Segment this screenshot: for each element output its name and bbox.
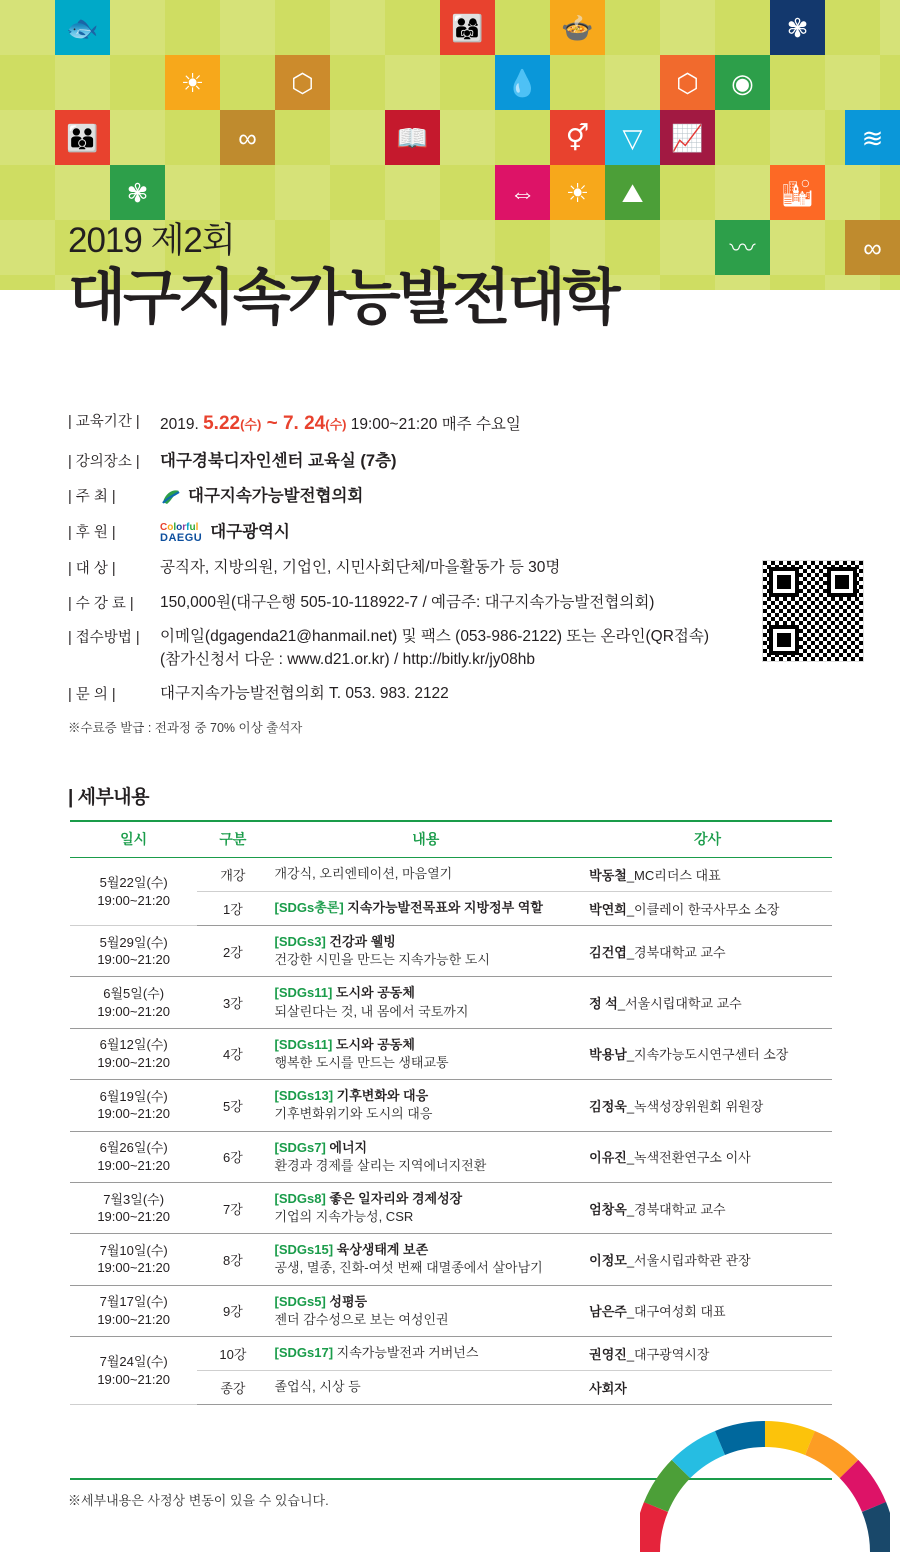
period-between: ~ <box>261 413 283 434</box>
infinity-icon: ∞ <box>220 110 275 165</box>
period-date2: 7. 24(수) <box>282 413 347 434</box>
water-icon: 💧 <box>495 55 550 110</box>
sponsor-name: 대구광역시 <box>210 523 290 542</box>
cell-session-no: 2강 <box>197 926 268 977</box>
banner-tile-bg <box>605 0 660 55</box>
info-value-contact: 대구지속가능발전협의회 T. 053. 983. 2122 <box>160 685 449 703</box>
cell-session-no: 8강 <box>197 1234 268 1285</box>
banner-tile-bg <box>0 110 55 165</box>
banner-tile-bg <box>330 0 385 55</box>
cell-session-no: 9강 <box>197 1285 268 1336</box>
banner-tile-bg <box>0 0 55 55</box>
infinity2-icon: ∞ <box>845 220 900 275</box>
droplet-icon: ▽ <box>605 110 660 165</box>
lecturer-name: 사회자 <box>589 1381 627 1396</box>
table-row <box>70 858 832 892</box>
info-label-sponsor: | 후 원 | <box>68 525 116 542</box>
banner-tile-bg <box>550 55 605 110</box>
sdg-tag: [SDGs8] <box>274 1190 330 1206</box>
banner-tile-bg <box>825 275 880 290</box>
banner-tile-bg <box>110 110 165 165</box>
content-subtitle: 개강식, 오리엔테이션, 마음열기 <box>274 866 453 882</box>
cell-session-no: 4강 <box>197 1028 268 1079</box>
lecturer-role: _대구광역시장 <box>626 1347 710 1362</box>
content-subtitle: 졸업식, 시상 등 <box>274 1379 361 1395</box>
banner-tile-bg <box>495 110 550 165</box>
table-row <box>70 1234 832 1285</box>
cell-date: 5월29일(수) 19:00~21:20 <box>70 926 197 977</box>
info-label-venue: | 강의장소 | <box>68 453 140 470</box>
book-icon: 📖 <box>385 110 440 165</box>
lecturer-role: _서울시립과학관 관장 <box>626 1252 751 1268</box>
family-icon: 👪 <box>55 110 110 165</box>
curriculum-table <box>70 820 832 1405</box>
info-value-target: 공직자, 지방의원, 기업인, 시민사회단체/마을활동가 등 30명 <box>160 559 561 577</box>
banner-tile-bg <box>220 0 275 55</box>
lecturer-role: _녹색성장위원회 위원장 <box>626 1098 764 1114</box>
fish-icon: 🐟 <box>55 0 110 55</box>
sdg-tag: [SDGs13] <box>274 1088 337 1104</box>
banner-tile-bg <box>495 0 550 55</box>
cell-lecturer <box>583 858 832 892</box>
banner-tile-bg <box>165 110 220 165</box>
lecturer-role: _대구여성회 대표 <box>626 1304 726 1320</box>
cell-lecturer <box>583 1337 832 1371</box>
cell-date: 7월3일(수) 19:00~21:20 <box>70 1182 197 1233</box>
th-lecturer: 강사 <box>583 821 832 858</box>
content-title <box>275 933 578 951</box>
sdg-tag: [SDGs11] <box>274 1036 336 1052</box>
info-label-host: | 주 최 | <box>68 489 116 506</box>
content-title-text: 좋은 일자리와 경제성장 <box>329 1190 463 1206</box>
cell-content <box>269 858 584 892</box>
info-row-apply <box>68 626 768 671</box>
cell-content <box>269 892 584 926</box>
content-title-text: 기후변화와 대응 <box>336 1088 429 1104</box>
content-subtitle: 젠더 감수성으로 보는 여성인권 <box>274 1311 449 1327</box>
info-label-apply: | 접수방법 | <box>68 630 140 647</box>
content-title-text: 지속가능발전목표와 지방정부 역할 <box>347 900 543 916</box>
content-title <box>275 1190 578 1208</box>
content-title <box>275 1241 578 1259</box>
info-row-sponsor <box>68 521 768 545</box>
table-row <box>70 977 832 1028</box>
banner-tile-bg <box>715 0 770 55</box>
banner-tile-bg <box>275 110 330 165</box>
cell-content <box>269 1028 584 1079</box>
city-icon: 🏙 <box>770 165 825 220</box>
info-label-period: | 교육기간 | <box>68 414 140 430</box>
sdg-tag: [SDGs7] <box>274 1139 330 1155</box>
land-icon: ⛰ <box>605 165 660 220</box>
cell-date: 6월19일(수) 19:00~21:20 <box>70 1080 197 1131</box>
content-title-text: 도시와 공동체 <box>335 985 415 1001</box>
th-no: 구분 <box>197 821 268 858</box>
th-date: 일시 <box>70 821 197 858</box>
sun2-icon: ☀ <box>550 165 605 220</box>
period-prefix: 2019. <box>160 416 204 433</box>
lecturer-role: _경북대학교 교수 <box>626 944 726 960</box>
content-title <box>275 1293 578 1311</box>
table-row <box>70 926 832 977</box>
info-row-contact <box>68 683 768 705</box>
banner-tile-bg <box>715 275 770 290</box>
sdg-tag: [SDGs11] <box>274 985 336 1001</box>
banner-tile-bg <box>220 165 275 220</box>
content-title-text: 성평등 <box>329 1293 368 1309</box>
banner-tile-bg <box>0 220 55 275</box>
lecturer-name: 박연희 <box>589 902 627 917</box>
content-title <box>275 1036 578 1054</box>
lecturer-role: _경북대학교 교수 <box>626 1201 726 1217</box>
banner-tile-bg <box>0 275 55 290</box>
banner-tile-bg <box>715 110 770 165</box>
cell-session-no: 6강 <box>197 1131 268 1182</box>
sdg-wheel-icon <box>640 1392 890 1562</box>
info-row-host <box>68 485 768 509</box>
banner-tile-bg <box>0 55 55 110</box>
sdg-tag: [SDGs3] <box>274 934 330 949</box>
table-row <box>70 1182 832 1233</box>
cubes2-icon: ⬡ <box>660 55 715 110</box>
content-title <box>275 1139 578 1157</box>
host-name: 대구지속가능발전협의회 <box>188 487 364 506</box>
lecturer-name: 박동철 <box>589 868 627 883</box>
info-value-venue: 대구경북디자인센터 교육실 (7층) <box>160 451 397 470</box>
content-title-text: 에너지 <box>329 1139 368 1155</box>
banner-tile-bg <box>385 0 440 55</box>
lecturer-name: 남은주 <box>589 1304 627 1320</box>
content-subtitle: 공생, 멸종, 진화-여섯 번째 대멸종에서 살아남기 <box>274 1260 543 1276</box>
banner-tile-bg <box>110 0 165 55</box>
lecturer-role: _서울시립대학교 교수 <box>617 996 742 1012</box>
sdg-tag: [SDGs5] <box>274 1293 330 1309</box>
cell-date: 7월17일(수) 19:00~21:20 <box>70 1285 197 1336</box>
lecturer-name: 이유진 <box>589 1150 627 1166</box>
cell-content <box>269 1080 584 1131</box>
lecturer-name: 권영진 <box>589 1347 627 1362</box>
daegu-logo-icon: Colorful DAEGU <box>160 521 203 544</box>
banner-tile-bg <box>770 275 825 290</box>
cell-lecturer <box>583 892 832 926</box>
banner-tile-bg <box>770 55 825 110</box>
cell-lecturer <box>583 977 832 1028</box>
lecturer-name: 김정욱 <box>589 1098 627 1114</box>
banner-tile-bg <box>220 55 275 110</box>
cell-content <box>269 1131 584 1182</box>
content-title <box>275 984 578 1002</box>
info-row-venue <box>68 450 768 474</box>
cell-session-no: 3강 <box>197 977 268 1028</box>
table-row <box>70 1028 832 1079</box>
content-title <box>275 899 578 917</box>
lecturer-role: _녹색전환연구소 이사 <box>626 1150 751 1166</box>
lecturer-name: 박용남 <box>589 1047 627 1063</box>
chart-icon: 📈 <box>660 110 715 165</box>
info-row-target <box>68 557 768 579</box>
table-footnote: ※세부내용은 사정상 변동이 있을 수 있습니다. <box>68 1493 329 1508</box>
banner-tile-bg <box>660 0 715 55</box>
banner-tile-bg <box>660 220 715 275</box>
lecturer-role: _이클레이 한국사무소 소장 <box>626 902 780 917</box>
apply-line1: 이메일(dgagenda21@hanmail.net) 및 팩스 (053-986-2122) 또는 온라인(QR접속) <box>160 628 710 646</box>
cell-session-no: 개강 <box>197 858 268 892</box>
sun-icon: ☀ <box>165 55 220 110</box>
gender-icon: ⚥ <box>550 110 605 165</box>
cell-date: 6월12일(수) 19:00~21:20 <box>70 1028 197 1079</box>
cell-session-no: 종강 <box>197 1371 268 1405</box>
cell-content <box>269 926 584 977</box>
cell-session-no: 10강 <box>197 1337 268 1371</box>
lecturer-role: _지속가능도시연구센터 소장 <box>626 1047 789 1063</box>
banner-tile-bg <box>330 55 385 110</box>
info-value-fee: 150,000원(대구은행 505-10-118922-7 / 예금주: 대구지속가능발전협의회) <box>160 593 655 611</box>
content-title-text: 육상생태계 보존 <box>336 1242 429 1258</box>
banner-tile-bg <box>770 110 825 165</box>
cell-lecturer <box>583 1131 832 1182</box>
info-label-contact: | 문 의 | <box>68 687 116 704</box>
cell-lecturer <box>583 926 832 977</box>
banner-tile-bg <box>330 110 385 165</box>
section-title-details: | 세부내용 <box>68 787 150 808</box>
content-subtitle: 환경과 경제를 살리는 지역에너지전환 <box>274 1157 487 1173</box>
content-subtitle: 되살린다는 것, 내 몸에서 국토까지 <box>274 1003 469 1019</box>
info-value-host <box>160 485 768 509</box>
equality-icon: ⇔ <box>495 165 550 220</box>
content-title <box>275 1087 578 1105</box>
sdg-tag: [SDGs15] <box>274 1242 337 1258</box>
cell-session-no: 1강 <box>197 892 268 926</box>
period-date1: 5.22(수) <box>203 413 262 434</box>
banner-tile-bg <box>880 0 900 55</box>
eye-icon: ◉ <box>715 55 770 110</box>
sdg-tag: [SDGs총론] <box>274 900 348 916</box>
banner-tile-bg <box>55 165 110 220</box>
banner-tile-bg <box>605 55 660 110</box>
banner-tile-bg <box>660 165 715 220</box>
banner-tile-bg <box>330 165 385 220</box>
cell-date: 5월22일(수) 19:00~21:20 <box>70 858 197 926</box>
bowl-icon: 🍲 <box>550 0 605 55</box>
content-title-text: 건강과 웰빙 <box>329 934 396 949</box>
banner-tile-bg <box>385 55 440 110</box>
cell-lecturer <box>583 1182 832 1233</box>
banner-tile-bg <box>660 275 715 290</box>
info-value-apply <box>160 626 768 671</box>
banner-tile-bg <box>165 165 220 220</box>
cell-session-no: 7강 <box>197 1182 268 1233</box>
cell-date: 7월24일(수) 19:00~21:20 <box>70 1337 197 1405</box>
banner-tile-bg <box>275 165 330 220</box>
banner-tile-bg <box>770 220 825 275</box>
health-icon: 〰 <box>715 220 770 275</box>
info-label-target: | 대 상 | <box>68 561 116 578</box>
apply-line2: (참가신청서 다운 : www.d21.or.kr) / http://bitly.kr/jy08hb <box>160 650 536 668</box>
info-value-period <box>160 410 768 438</box>
banner-tile-bg <box>715 165 770 220</box>
flower-icon: ✾ <box>110 165 165 220</box>
content-subtitle: 기후변화위기와 도시의 대응 <box>274 1106 433 1122</box>
cell-content <box>269 1371 584 1405</box>
peace-icon: ✾ <box>770 0 825 55</box>
sdg-tag: [SDGs17] <box>274 1345 337 1361</box>
cell-lecturer <box>583 1285 832 1336</box>
content-subtitle: 행복한 도시를 만드는 생태교통 <box>274 1054 449 1070</box>
table-row <box>70 1080 832 1131</box>
banner-tile-bg <box>880 275 900 290</box>
poster-title <box>68 222 618 332</box>
banner-tile-bg <box>825 0 880 55</box>
lecturer-name: 이정모 <box>589 1252 627 1268</box>
info-row-period <box>68 410 768 438</box>
cell-content <box>269 1234 584 1285</box>
cell-content <box>269 1182 584 1233</box>
cubes-icon: ⬡ <box>275 55 330 110</box>
table-row <box>70 1285 832 1336</box>
banner-tile-bg <box>440 55 495 110</box>
people-icon: 👨‍👩‍👧 <box>440 0 495 55</box>
title-subtitle: 2019 제2회 <box>68 221 235 260</box>
lecturer-name: 정 석 <box>589 996 618 1012</box>
banner-tile-bg <box>0 165 55 220</box>
cell-date: 7월10일(수) 19:00~21:20 <box>70 1234 197 1285</box>
th-content: 내용 <box>269 821 584 858</box>
cell-date: 6월26일(수) 19:00~21:20 <box>70 1131 197 1182</box>
cell-content <box>269 977 584 1028</box>
banner-tile-bg <box>825 165 880 220</box>
lecturer-role: _MC리더스 대표 <box>626 868 721 883</box>
banner-tile-bg <box>440 165 495 220</box>
table-row <box>70 1131 832 1182</box>
qr-code[interactable] <box>762 560 864 662</box>
banner-tile-bg <box>165 0 220 55</box>
banner-tile-bg <box>385 165 440 220</box>
cell-date: 6월5일(수) 19:00~21:20 <box>70 977 197 1028</box>
banner-tile-bg <box>880 55 900 110</box>
waves-icon: ≋ <box>845 110 900 165</box>
content-subtitle: 기업의 지속가능성, CSR <box>274 1209 414 1225</box>
table-header-row <box>70 821 832 858</box>
cell-session-no: 5강 <box>197 1080 268 1131</box>
cell-lecturer <box>583 1028 832 1079</box>
cell-content <box>269 1285 584 1336</box>
period-suffix: 19:00~21:20 매주 수요일 <box>346 416 521 433</box>
content-subtitle: 건강한 시민을 만드는 지속가능한 도시 <box>274 952 490 968</box>
banner-tile-bg <box>825 55 880 110</box>
cell-content: [SDGs17] 지속가능발전과 거버넌스 <box>269 1337 584 1371</box>
info-list <box>68 410 768 736</box>
certificate-note: ※수료증 발급 : 전과정 중 70% 이상 출석자 <box>68 720 303 735</box>
cell-lecturer <box>583 1234 832 1285</box>
title-main: 대구지속가능발전대학 <box>68 263 618 331</box>
banner-tile-bg <box>275 0 330 55</box>
lecturer-name: 김건엽 <box>589 944 627 960</box>
info-row-fee <box>68 592 768 614</box>
banner-tile-bg <box>440 110 495 165</box>
banner-tile-bg <box>880 165 900 220</box>
host-logo-icon <box>160 486 182 508</box>
info-value-sponsor <box>160 521 768 545</box>
table-row <box>70 1337 832 1371</box>
banner-tile-bg <box>55 55 110 110</box>
banner-tile-bg <box>110 55 165 110</box>
lecturer-name: 엄창옥 <box>589 1201 627 1217</box>
info-label-fee: | 수 강 료 | <box>68 595 134 612</box>
content-title-text: 도시와 공동체 <box>335 1036 415 1052</box>
cell-lecturer <box>583 1080 832 1131</box>
